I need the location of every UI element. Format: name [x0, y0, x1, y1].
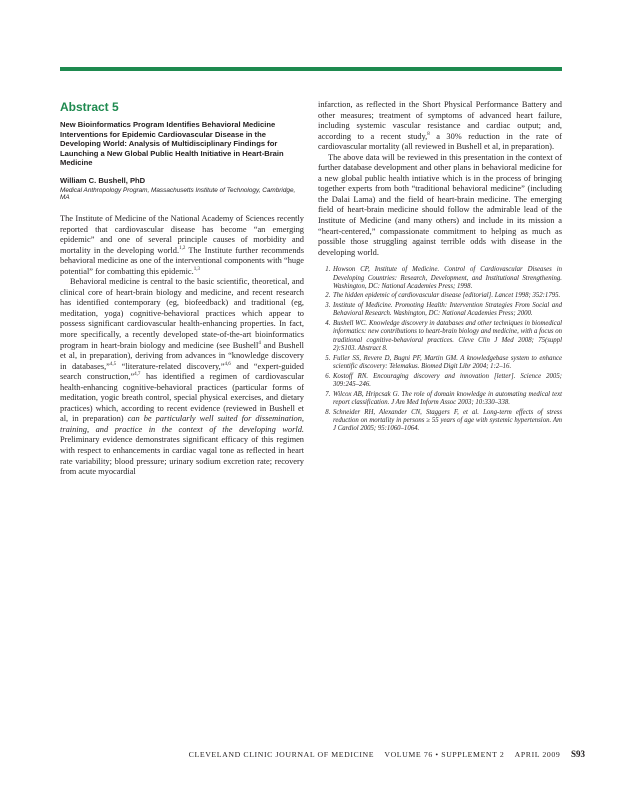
reference-item: 5. Fuller SS, Revere D, Bugni PF, Martin GM. A knowledgebase system to enhance scientific discovery: Telemakus. Biomed Digit Libr 2004; 1:2–16.: [332, 355, 562, 372]
right-column: [318, 100, 562, 435]
author-name: William C. Bushell, PhD: [60, 175, 146, 185]
paragraph-3: infarction, as reflected in the Short Physical Performance Battery and other measures; treatment of symptoms of advanced heart failure, including systemic vascular resistance and cardiac output; and, according to a recent study,$^8$ a 30% reduction in the rate of cardiovascular mortality (all reviewed in Bushell et al, in preparation).: [318, 100, 562, 152]
paragraph-1: The Institute of Medicine of the National Academy of Sciences recently reported that cardiovascular disease has become “an emerging epidemic” and one of several principle causes of morbidity and mortality in the developing world.$^{1,2}$ The Institute further recommends behavioral medicine as one of the interventional components with “huge potential” for combatting this epidemic.$^{1,3}$: [60, 213, 304, 276]
reference-item: 3. Institute of Medicine. Promoting Health: Intervention Strategies From Social and Behavioral Research. Washington, DC: National Academies Press; 2000.: [332, 302, 562, 319]
footer-date: APRIL 2009: [514, 750, 561, 759]
reference-item: 8. Schneider RH, Alexander CN, Staggers F, et al. Long-term effects of stress reduction on mortality in persons ≥ 55 years of age with systemic hypertension. Am J Cardiol 2005; 95:1060–1064.: [332, 409, 562, 434]
reference-item: 7. Wilcox AB, Hripcsak G. The role of domain knowledge in automating medical text report classification. J Am Med Inform Assoc 2003; 10:330–338.: [332, 391, 562, 408]
page-footer: [0, 749, 585, 759]
paragraph-4: The above data will be reviewed in this presentation in the context of further database development and other plans in behavioral medicine for a new global public health intiative which is in the process of bringing together experts from both “traditional behavioral medicine” (including the Dalai Lama) and the field of heart-brain medicine. The emerging field of heart-brain medicine should follow the admirable lead of the Institute of Medicine (and many others) and include in its mission a “heart-centered,” compassionate commitment to helping as much as possible those struggling against terrible odds with disease in the developing world.: [318, 152, 562, 257]
reference-item: 2. The hidden epidemic of cardiovascular disease [editorial]. Lancet 1998; 352:1795.: [332, 292, 562, 300]
abstract-label: Abstract 5: [60, 100, 119, 114]
author-affiliation: Medical Anthropology Program, Massachusetts Institute of Technology, Cambridge, MA: [60, 186, 296, 201]
page-number: S93: [570, 749, 585, 759]
reference-item: 1. Howson CP, Institute of Medicine. Control of Cardiovascular Diseases in Developing Countries: Research, Development, and Institutional Strengthening. Washington, DC: National Academies Press; 1998.: [332, 266, 562, 291]
paragraph-2: Behavioral medicine is central to the basic scientific, theoretical, and clinical core of heart-brain biology and medicine, and recent research has identified contemporary (eg, biofeedback) and traditional (eg, meditation, yoga) cognitive-behavioral practices which appear to possess significant cardiovascular health-enhancing properties. In fact, more specifically, a recently developed state-of-the-art bioinformatics program in heart-brain biology and medicine (see Bushell$^4$ and Bushell et al, in preparation), deriving from advances in “knowledge discovery in databases,”$^{4,5}$ “literature-related discovery,”$^{4,6}$ and “expert-guided search construction,”$^{4,7}$ has identified a regimen of cardiovascular health-enhancing cognitive-behavioral practices (particular forms of meditation, yogic breath control, special physical exercises, and dietary practices) which, according to recent evidence (reviewed in Bushell et al, in preparation) can be particularly well suited for dissemination, training, and practice in the context of the developing world. Preliminary evidence demonstrates significant efficacy of this regimen with respect to enhancements in cardiac vagal tone as reflected in heart rate variability; blood pressure; urinary sodium excretion rate; recovery from acute myocardial: [60, 277, 305, 477]
footer-journal: CLEVELAND CLINIC JOURNAL OF MEDICINE: [188, 750, 375, 759]
left-column: [60, 100, 304, 478]
footer-volume: VOLUME 76 • SUPPLEMENT 2: [384, 750, 505, 759]
abstract-title: New Bioinformatics Program Identifies Behavioral Medicine Interventions for Epidemic Cardiovascular Disease in the Developing World: Analysis of Multidisciplinary Findings for Launching a New Global Public Health Initiative in Heart-Brain Medicine: [60, 120, 284, 168]
reference-item: 6. Kostoff RN. Encouraging discovery and innovation [letter]. Science 2005; 309:245–246.: [332, 373, 562, 390]
reference-list: [318, 266, 562, 433]
reference-item: 4. Bushell WC. Knowledge discovery in databases and other techniques in biomedical informatics: new contributions to heart-brain biology and medicine, with a focus on traditional cognitive-behavioral practices. Cleve Clin J Med 2008; 75(suppl 2):S103. Abstract 8.: [332, 320, 562, 353]
header-rule: [60, 67, 562, 71]
